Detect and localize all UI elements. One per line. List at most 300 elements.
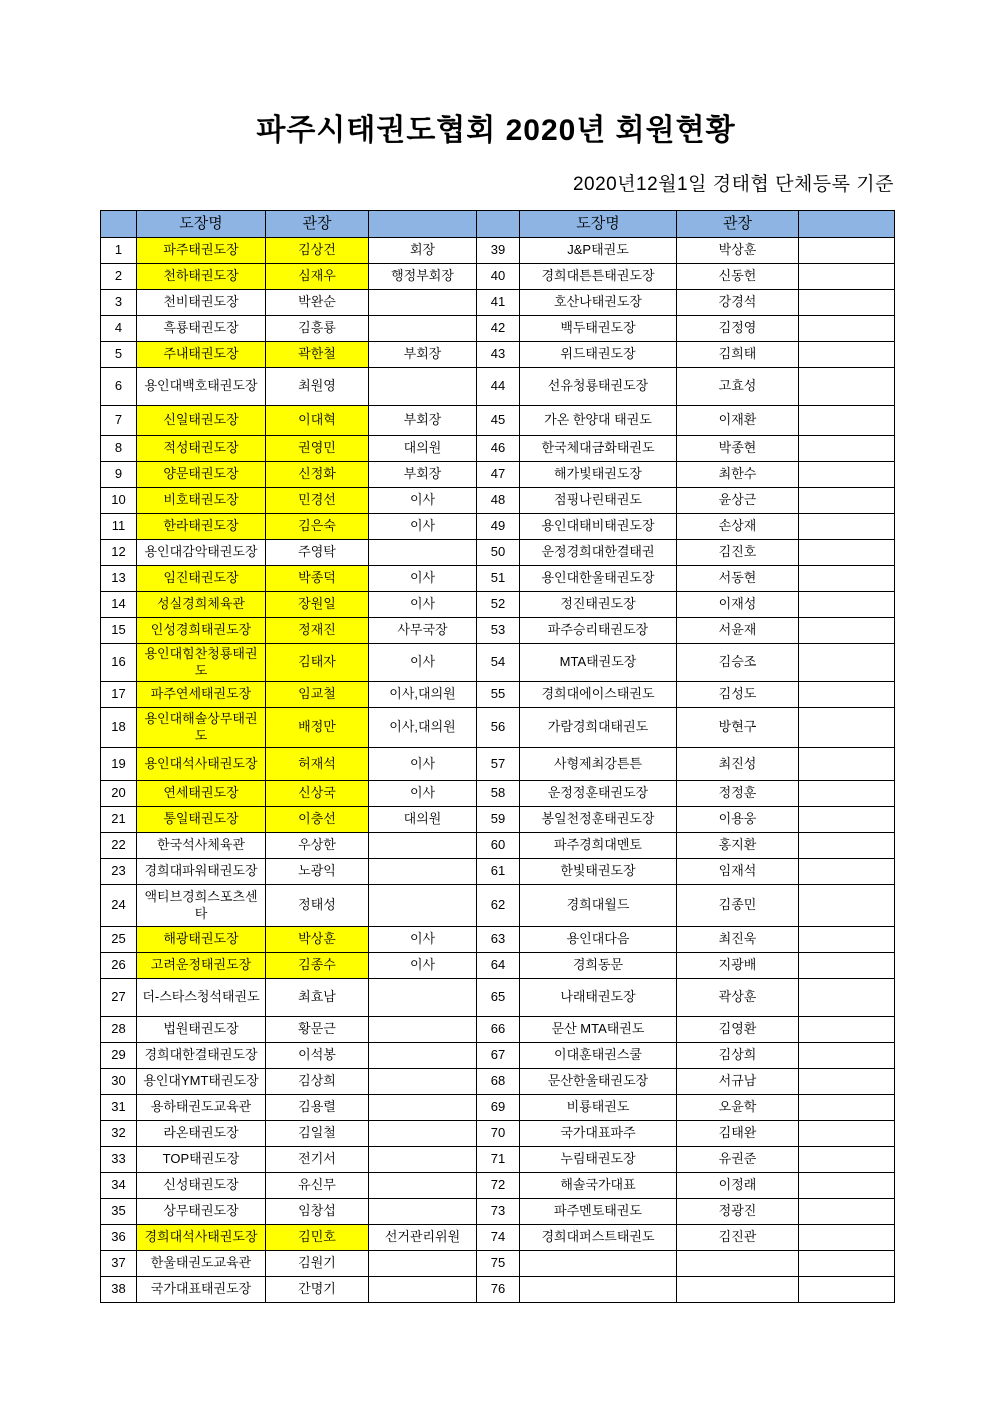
master-name-cell: 김태완 [677, 1121, 799, 1147]
empty-cell [799, 927, 895, 953]
table-row [101, 1043, 895, 1069]
empty-cell [799, 1095, 895, 1121]
row-number-cell: 52 [477, 592, 520, 618]
empty-cell [799, 1251, 895, 1277]
header-empty-cell [799, 211, 895, 238]
master-name-cell: 김성도 [677, 682, 799, 708]
row-number-cell: 62 [477, 885, 520, 927]
dojang-name-cell: 용인대석사태권도장 [137, 748, 266, 781]
master-name-cell: 임재석 [677, 859, 799, 885]
row-number-cell: 37 [101, 1251, 137, 1277]
dojang-name-cell: 용인대한울태권도장 [520, 566, 677, 592]
dojang-name-cell: 해솔국가대표 [520, 1173, 677, 1199]
role-cell: 선거관리위원 [369, 1225, 477, 1251]
master-name-cell: 박종현 [677, 436, 799, 462]
dojang-name-cell: 고려운정태권도장 [137, 953, 266, 979]
role-cell: 사무국장 [369, 618, 477, 644]
table-row [101, 592, 895, 618]
dojang-name-cell: 경희대튼튼태권도장 [520, 264, 677, 290]
dojang-name-cell: 누림태권도장 [520, 1147, 677, 1173]
row-number-cell: 12 [101, 540, 137, 566]
header-dojang-right: 도장명 [520, 211, 677, 238]
master-name-cell: 고효성 [677, 368, 799, 406]
dojang-name-cell: 용인대힘찬청룡태권도 [137, 644, 266, 682]
row-number-cell: 32 [101, 1121, 137, 1147]
table-row [101, 540, 895, 566]
dojang-name-cell: 봉일천정훈태권도장 [520, 807, 677, 833]
master-name-cell: 강경석 [677, 290, 799, 316]
dojang-name-cell: 경희대파워태권도장 [137, 859, 266, 885]
row-number-cell: 25 [101, 927, 137, 953]
empty-cell [799, 833, 895, 859]
master-name-cell: 김원기 [266, 1251, 369, 1277]
role-cell: 행정부회장 [369, 264, 477, 290]
role-cell: 이사 [369, 644, 477, 682]
row-number-cell: 54 [477, 644, 520, 682]
header-master-right: 관장 [677, 211, 799, 238]
row-number-cell: 20 [101, 781, 137, 807]
row-number-cell: 74 [477, 1225, 520, 1251]
master-name-cell: 박종덕 [266, 566, 369, 592]
row-number-cell: 14 [101, 592, 137, 618]
row-number-cell: 64 [477, 953, 520, 979]
role-cell [369, 1199, 477, 1225]
table-row [101, 436, 895, 462]
dojang-name-cell: 통일태권도장 [137, 807, 266, 833]
master-name-cell: 홍지환 [677, 833, 799, 859]
table-row [101, 290, 895, 316]
empty-cell [799, 682, 895, 708]
row-number-cell: 71 [477, 1147, 520, 1173]
master-name-cell: 김진호 [677, 540, 799, 566]
dojang-name-cell: 국가대표파주 [520, 1121, 677, 1147]
dojang-name-cell: 라온태권도장 [137, 1121, 266, 1147]
dojang-name-cell: 문산 MTA태권도 [520, 1017, 677, 1043]
master-name-cell [677, 1251, 799, 1277]
empty-cell [799, 566, 895, 592]
row-number-cell: 67 [477, 1043, 520, 1069]
role-cell: 이사 [369, 953, 477, 979]
dojang-name-cell: 백두태권도장 [520, 316, 677, 342]
master-name-cell: 주영탁 [266, 540, 369, 566]
role-cell [369, 1017, 477, 1043]
dojang-name-cell: MTA태권도장 [520, 644, 677, 682]
row-number-cell: 10 [101, 488, 137, 514]
dojang-name-cell: 연세태권도장 [137, 781, 266, 807]
table-header-row [101, 211, 895, 238]
table-row [101, 566, 895, 592]
dojang-name-cell: 주내태권도장 [137, 342, 266, 368]
dojang-name-cell [520, 1251, 677, 1277]
master-name-cell: 오윤학 [677, 1095, 799, 1121]
dojang-name-cell: 경희대에이스태권도 [520, 682, 677, 708]
table-row [101, 1069, 895, 1095]
master-name-cell: 곽상훈 [677, 979, 799, 1017]
master-name-cell: 신상국 [266, 781, 369, 807]
dojang-name-cell: 용인대YMT태권도장 [137, 1069, 266, 1095]
dojang-name-cell: 파주경희대멘토 [520, 833, 677, 859]
dojang-name-cell: 법원태권도장 [137, 1017, 266, 1043]
master-name-cell: 김진관 [677, 1225, 799, 1251]
dojang-name-cell: 위드태권도장 [520, 342, 677, 368]
row-number-cell: 33 [101, 1147, 137, 1173]
master-name-cell: 정정훈 [677, 781, 799, 807]
dojang-name-cell: 해가빛태권도장 [520, 462, 677, 488]
row-number-cell: 8 [101, 436, 137, 462]
master-name-cell: 장원일 [266, 592, 369, 618]
empty-cell [799, 488, 895, 514]
row-number-cell: 50 [477, 540, 520, 566]
table-row [101, 644, 895, 682]
row-number-cell: 21 [101, 807, 137, 833]
row-number-cell: 11 [101, 514, 137, 540]
row-number-cell: 55 [477, 682, 520, 708]
row-number-cell: 58 [477, 781, 520, 807]
master-name-cell: 김상희 [677, 1043, 799, 1069]
table-row [101, 708, 895, 748]
role-cell: 이사 [369, 927, 477, 953]
table-row [101, 953, 895, 979]
role-cell [369, 1277, 477, 1303]
empty-cell [799, 1277, 895, 1303]
master-name-cell: 서윤재 [677, 618, 799, 644]
row-number-cell: 66 [477, 1017, 520, 1043]
master-name-cell: 이정래 [677, 1173, 799, 1199]
dojang-name-cell: 문산한울태권도장 [520, 1069, 677, 1095]
table-row [101, 1017, 895, 1043]
row-number-cell: 47 [477, 462, 520, 488]
table-row [101, 514, 895, 540]
dojang-name-cell: 적성태권도장 [137, 436, 266, 462]
row-number-cell: 19 [101, 748, 137, 781]
dojang-name-cell: 경희대월드 [520, 885, 677, 927]
role-cell: 대의원 [369, 436, 477, 462]
dojang-name-cell: 용인대해솔상무태권도 [137, 708, 266, 748]
dojang-name-cell: 천비태권도장 [137, 290, 266, 316]
row-number-cell: 22 [101, 833, 137, 859]
dojang-name-cell: 천하태권도장 [137, 264, 266, 290]
dojang-name-cell: 운정정훈태권도장 [520, 781, 677, 807]
dojang-name-cell: 운정경희대한결태권 [520, 540, 677, 566]
master-name-cell: 곽한철 [266, 342, 369, 368]
table-row [101, 833, 895, 859]
dojang-name-cell: 비호태권도장 [137, 488, 266, 514]
table-row [101, 368, 895, 406]
dojang-name-cell: 용인대감악태권도장 [137, 540, 266, 566]
master-name-cell: 이대혁 [266, 406, 369, 436]
dojang-name-cell: 경희대한결태권도장 [137, 1043, 266, 1069]
row-number-cell: 40 [477, 264, 520, 290]
empty-cell [799, 1173, 895, 1199]
row-number-cell: 42 [477, 316, 520, 342]
row-number-cell: 1 [101, 238, 137, 264]
role-cell [369, 859, 477, 885]
role-cell: 이사 [369, 514, 477, 540]
subtitle-date-note: 2020년12월1일 경태협 단체등록 기준 [572, 174, 894, 195]
empty-cell [799, 264, 895, 290]
role-cell: 부회장 [369, 342, 477, 368]
dojang-name-cell: 가온 한양대 태권도 [520, 406, 677, 436]
role-cell [369, 885, 477, 927]
empty-cell [799, 316, 895, 342]
row-number-cell: 43 [477, 342, 520, 368]
empty-cell [799, 781, 895, 807]
master-name-cell: 민경선 [266, 488, 369, 514]
dojang-name-cell: 액티브경희스포츠센타 [137, 885, 266, 927]
table-row [101, 1173, 895, 1199]
dojang-name-cell: 용인대백호태권도장 [137, 368, 266, 406]
master-name-cell: 간명기 [266, 1277, 369, 1303]
empty-cell [799, 708, 895, 748]
row-number-cell: 16 [101, 644, 137, 682]
table-row [101, 885, 895, 927]
empty-cell [799, 1069, 895, 1095]
dojang-name-cell: 흑룡태권도장 [137, 316, 266, 342]
table-row [101, 342, 895, 368]
row-number-cell: 57 [477, 748, 520, 781]
dojang-name-cell: 한라태권도장 [137, 514, 266, 540]
master-name-cell: 이재환 [677, 406, 799, 436]
master-name-cell: 최한수 [677, 462, 799, 488]
role-cell [369, 1173, 477, 1199]
empty-cell [799, 618, 895, 644]
row-number-cell: 17 [101, 682, 137, 708]
row-number-cell: 45 [477, 406, 520, 436]
row-number-cell: 56 [477, 708, 520, 748]
empty-cell [799, 953, 895, 979]
master-name-cell: 황문근 [266, 1017, 369, 1043]
empty-cell [799, 1121, 895, 1147]
row-number-cell: 4 [101, 316, 137, 342]
dojang-name-cell: 파주태권도장 [137, 238, 266, 264]
role-cell [369, 540, 477, 566]
master-name-cell: 노광익 [266, 859, 369, 885]
master-name-cell: 김흥룡 [266, 316, 369, 342]
empty-cell [799, 514, 895, 540]
master-name-cell: 김희태 [677, 342, 799, 368]
empty-cell [799, 342, 895, 368]
dojang-name-cell: 가람경희대태권도 [520, 708, 677, 748]
master-name-cell: 권영민 [266, 436, 369, 462]
header-number-cell-right [477, 211, 520, 238]
dojang-name-cell: 상무태권도장 [137, 1199, 266, 1225]
master-name-cell: 정태성 [266, 885, 369, 927]
header-master-left: 관장 [266, 211, 369, 238]
dojang-name-cell: 성실경희체육관 [137, 592, 266, 618]
table-row [101, 682, 895, 708]
row-number-cell: 61 [477, 859, 520, 885]
master-name-cell: 최진욱 [677, 927, 799, 953]
row-number-cell: 59 [477, 807, 520, 833]
table-row [101, 488, 895, 514]
row-number-cell: 28 [101, 1017, 137, 1043]
master-name-cell: 손상재 [677, 514, 799, 540]
master-name-cell: 정재진 [266, 618, 369, 644]
master-name-cell: 이석봉 [266, 1043, 369, 1069]
row-number-cell: 73 [477, 1199, 520, 1225]
dojang-name-cell: 한빛태권도장 [520, 859, 677, 885]
role-cell: 부회장 [369, 406, 477, 436]
dojang-name-cell: TOP태권도장 [137, 1147, 266, 1173]
table-row [101, 406, 895, 436]
empty-cell [799, 436, 895, 462]
row-number-cell: 51 [477, 566, 520, 592]
master-name-cell: 김종수 [266, 953, 369, 979]
master-name-cell: 김은숙 [266, 514, 369, 540]
dojang-name-cell: 신성태권도장 [137, 1173, 266, 1199]
dojang-name-cell: 경희대석사태권도장 [137, 1225, 266, 1251]
row-number-cell: 31 [101, 1095, 137, 1121]
table-row [101, 748, 895, 781]
dojang-name-cell: 경희동문 [520, 953, 677, 979]
dojang-name-cell: 나래태권도장 [520, 979, 677, 1017]
row-number-cell: 6 [101, 368, 137, 406]
empty-cell [799, 748, 895, 781]
role-cell: 회장 [369, 238, 477, 264]
table-row [101, 927, 895, 953]
dojang-name-cell: 사형제최강튼튼 [520, 748, 677, 781]
master-name-cell: 지광배 [677, 953, 799, 979]
empty-cell [799, 1199, 895, 1225]
row-number-cell: 30 [101, 1069, 137, 1095]
empty-cell [799, 592, 895, 618]
table-row [101, 316, 895, 342]
master-name-cell: 김일철 [266, 1121, 369, 1147]
table-row [101, 1121, 895, 1147]
row-number-cell: 49 [477, 514, 520, 540]
empty-cell [799, 290, 895, 316]
row-number-cell: 18 [101, 708, 137, 748]
row-number-cell: 65 [477, 979, 520, 1017]
row-number-cell: 13 [101, 566, 137, 592]
master-name-cell: 정광진 [677, 1199, 799, 1225]
empty-cell [799, 540, 895, 566]
role-cell [369, 1121, 477, 1147]
master-name-cell: 배정만 [266, 708, 369, 748]
master-name-cell: 최원영 [266, 368, 369, 406]
table-row [101, 781, 895, 807]
empty-cell [799, 462, 895, 488]
dojang-name-cell: 파주승리태권도장 [520, 618, 677, 644]
row-number-cell: 46 [477, 436, 520, 462]
role-cell [369, 368, 477, 406]
dojang-name-cell: 비룡태권도 [520, 1095, 677, 1121]
master-name-cell: 김영환 [677, 1017, 799, 1043]
dojang-name-cell: 신일태권도장 [137, 406, 266, 436]
row-number-cell: 38 [101, 1277, 137, 1303]
master-name-cell: 유신무 [266, 1173, 369, 1199]
row-number-cell: 5 [101, 342, 137, 368]
dojang-name-cell: 파주연세태권도장 [137, 682, 266, 708]
role-cell: 이사 [369, 592, 477, 618]
row-number-cell: 29 [101, 1043, 137, 1069]
header-role-cell [369, 211, 477, 238]
dojang-name-cell: 파주멘토태권도 [520, 1199, 677, 1225]
role-cell [369, 1069, 477, 1095]
dojang-name-cell: 점핑나린태권도 [520, 488, 677, 514]
table-row [101, 979, 895, 1017]
table-row [101, 1199, 895, 1225]
role-cell [369, 290, 477, 316]
row-number-cell: 23 [101, 859, 137, 885]
master-name-cell: 김민호 [266, 1225, 369, 1251]
row-number-cell: 68 [477, 1069, 520, 1095]
master-name-cell: 최효남 [266, 979, 369, 1017]
master-name-cell: 이충선 [266, 807, 369, 833]
row-number-cell: 15 [101, 618, 137, 644]
master-name-cell: 임교철 [266, 682, 369, 708]
dojang-name-cell: 국가대표태권도장 [137, 1277, 266, 1303]
row-number-cell: 63 [477, 927, 520, 953]
role-cell: 이사 [369, 566, 477, 592]
dojang-name-cell: J&P태권도 [520, 238, 677, 264]
table-row [101, 1225, 895, 1251]
role-cell [369, 1043, 477, 1069]
empty-cell [799, 1147, 895, 1173]
master-name-cell: 박상훈 [266, 927, 369, 953]
empty-cell [799, 1017, 895, 1043]
dojang-name-cell: 한국체대금화태권도 [520, 436, 677, 462]
master-name-cell: 김태자 [266, 644, 369, 682]
role-cell [369, 316, 477, 342]
empty-cell [799, 979, 895, 1017]
empty-cell [799, 238, 895, 264]
role-cell: 이사 [369, 748, 477, 781]
dojang-name-cell [520, 1277, 677, 1303]
row-number-cell: 41 [477, 290, 520, 316]
row-number-cell: 53 [477, 618, 520, 644]
row-number-cell: 24 [101, 885, 137, 927]
header-number-cell-left [101, 211, 137, 238]
master-name-cell: 임창섭 [266, 1199, 369, 1225]
row-number-cell: 34 [101, 1173, 137, 1199]
role-cell: 이사 [369, 488, 477, 514]
row-number-cell: 60 [477, 833, 520, 859]
dojang-name-cell: 경희대퍼스트태권도 [520, 1225, 677, 1251]
row-number-cell: 35 [101, 1199, 137, 1225]
master-name-cell: 이용웅 [677, 807, 799, 833]
role-cell: 이사,대의원 [369, 682, 477, 708]
master-name-cell: 신동헌 [677, 264, 799, 290]
master-name-cell: 우상한 [266, 833, 369, 859]
master-name-cell: 전기서 [266, 1147, 369, 1173]
table-row [101, 1095, 895, 1121]
role-cell: 부회장 [369, 462, 477, 488]
table-row [101, 1251, 895, 1277]
master-name-cell: 방현구 [677, 708, 799, 748]
master-name-cell: 박완순 [266, 290, 369, 316]
master-name-cell: 최진성 [677, 748, 799, 781]
dojang-name-cell: 임진태권도장 [137, 566, 266, 592]
role-cell [369, 1147, 477, 1173]
master-name-cell: 김승조 [677, 644, 799, 682]
row-number-cell: 48 [477, 488, 520, 514]
role-cell: 이사,대의원 [369, 708, 477, 748]
table-row [101, 1147, 895, 1173]
row-number-cell: 70 [477, 1121, 520, 1147]
master-name-cell: 윤상근 [677, 488, 799, 514]
role-cell: 대의원 [369, 807, 477, 833]
empty-cell [799, 406, 895, 436]
row-number-cell: 39 [477, 238, 520, 264]
table-row [101, 618, 895, 644]
table-body [101, 238, 895, 1303]
row-number-cell: 72 [477, 1173, 520, 1199]
empty-cell [799, 885, 895, 927]
dojang-name-cell: 이대훈태권스쿨 [520, 1043, 677, 1069]
row-number-cell: 2 [101, 264, 137, 290]
dojang-name-cell: 해광태권도장 [137, 927, 266, 953]
